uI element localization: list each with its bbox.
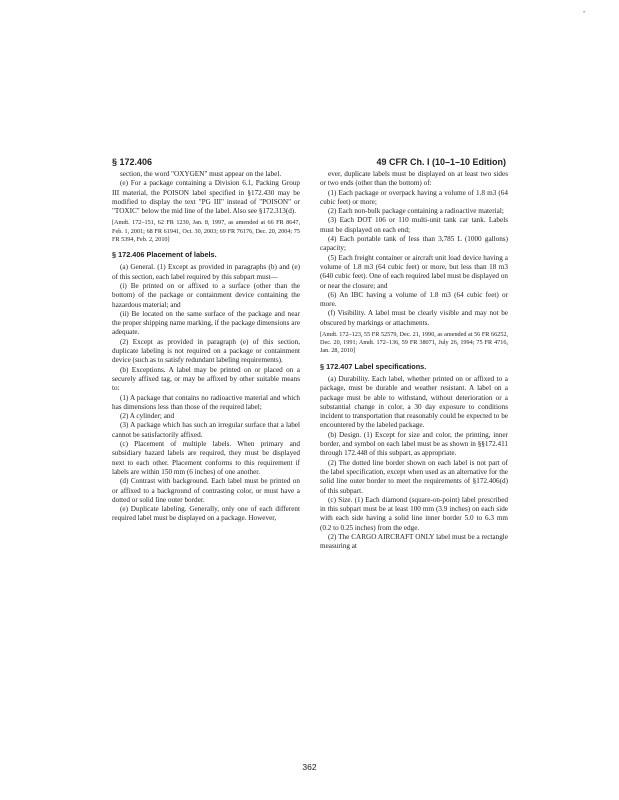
page-number: 362 <box>302 762 317 772</box>
paragraph: (c) Size. (1) Each diamond (square-on-point) label prescribed in this subpart must be at least 100 mm (3.9 inches) on each side with each side having a solid line inner border 5.0 to 6.3 mm (0.2 to 0.25 inches) from the edge. <box>320 495 508 532</box>
paragraph: (5) Each freight container or aircraft unit load device having a volume of 1.8 m3 (64 cubic feet) or more, but less than 18 m3 (640 cubic feet). One of each required label must be displayed on or near the closure; and <box>320 253 508 290</box>
paragraph: (f) Visibility. A label must be clearly visible and may not be obscured by markings or attachments. <box>320 309 508 327</box>
paragraph: (b) Exceptions. A label may be printed on or placed on a securely affixed tag, or may be affixed by other suitable means to: <box>112 365 300 393</box>
title-header: 49 CFR Ch. I (10–1–10 Edition) <box>376 157 506 167</box>
paragraph: (a) General. (1) Except as provided in paragraphs (b) and (e) of this section, each label required by this subpart must— <box>112 263 300 281</box>
paragraph: (2) The dotted line border shown on each label is not part of the label specification, except when used as an alternative for the solid line outer border to meet the requirements of §172.406(d) of this subpart. <box>320 458 508 495</box>
paragraph: (3) Each DOT 106 or 110 multi-unit tank car tank. Labels must be displayed on each end; <box>320 216 508 234</box>
page-corner-mark: • <box>583 10 586 16</box>
paragraph: (2) A cylinder; and <box>120 412 175 421</box>
section-heading: § 172.407 Label specifications. <box>320 361 427 371</box>
paragraph: (4) Each portable tank of less than 3,785 L (1000 gallons) capacity; <box>320 235 508 253</box>
paragraph: (i) Be printed on or affixed to a surface (other than the bottom) of the package or containment device containing the hazardous material; and <box>112 281 300 309</box>
source-note: [Amdt. 172–151, 62 FR 1230, Jan. 8, 1997, as amended at 66 FR 8647, Feb. 1, 2001; 68 FR 61941, Oct. 30, 2003; 69 FR 76176, Dec. 20, 2004; 75 FR 5394, Feb. 2, 2010] <box>112 219 300 243</box>
paragraph: (6) An IBC having a volume of 1.8 m3 (64 cubic feet) or more. <box>320 290 508 309</box>
paragraph: (3) A package which has such an irregular surface that a label cannot be satisfactorily affixed. <box>112 421 300 439</box>
paragraph: section, the word "OXYGEN" must appear on the label. <box>120 170 282 178</box>
paragraph: (a) Durability. Each label, whether printed on or affixed to a package, must be durable and weather resistant. A label on a package must be able to withstand, without deterioration or a substantial change in color, a 30 day exposure to conditions incident to transportation that reasonably could be expected to be encountered by the labeled package. <box>320 374 508 430</box>
paragraph: (2) Except as provided in paragraph (e) of this section, duplicate labeling is not required on a package or containment device (such as to satisfy redundant labeling requirements). <box>112 337 300 365</box>
paragraph: (ii) Be located on the same surface of the package and near the proper shipping name marking, if the package dimensions are adequate. <box>112 309 300 337</box>
paragraph: (1) A package that contains no radioactive material and which has dimensions less than those of the required label; <box>112 393 300 411</box>
section-heading: § 172.406 Placement of labels. <box>112 250 217 260</box>
paragraph: (c) Placement of multiple labels. When primary and subsidiary hazard labels are required, they must be displayed next to each other. Placement conforms to this requirement if labels are within 150 mm (6 inches) of one another. <box>112 440 300 476</box>
paragraph: (e) Duplicate labeling. Generally, only one of each different required label must be displayed on a package. However, <box>112 505 300 523</box>
paragraph: ever, duplicate labels must be displayed on at least two sides or two ends (other than the bottom) of: <box>320 170 508 188</box>
paragraph: (b) Design. (1) Except for size and color, the printing, inner border, and symbol on each label must be as shown in §§172.411 through 172.448 of this subpart, as appropriate. <box>320 430 508 458</box>
source-note: [Amdt. 172–123, 55 FR 52579, Dec. 21, 1990, as amended at 56 FR 66252, Dec. 20, 1991; Amdt. 172–136, 59 FR 38071, July 26, 1994; 75 FR 4716, Jan. 28, 2010] <box>320 331 508 355</box>
paragraph: (e) For a package containing a Division 6.1, Packing Group III material, the POISON label specified in §172.430 may be modified to display the text "PG III" instead of "POISON" or "TOXIC" below the mid line of the label. Also see §172.313(d). <box>112 179 300 216</box>
paragraph: (1) Each package or overpack having a volume of 1.8 m3 (64 cubic feet) or more; <box>320 188 508 206</box>
paragraph: (2) The CARGO AIRCRAFT ONLY label must be a rectangle measuring at <box>320 533 508 551</box>
paragraph: (d) Contrast with background. Each label must be printed on or affixed to a background of contrasting color, or must have a dotted or solid line outer border. <box>112 477 300 504</box>
right-column <box>320 170 508 753</box>
left-column <box>112 170 300 753</box>
paragraph: (2) Each non-bulk package containing a radioactive material; <box>328 207 504 216</box>
section-header: § 172.406 <box>112 157 153 167</box>
